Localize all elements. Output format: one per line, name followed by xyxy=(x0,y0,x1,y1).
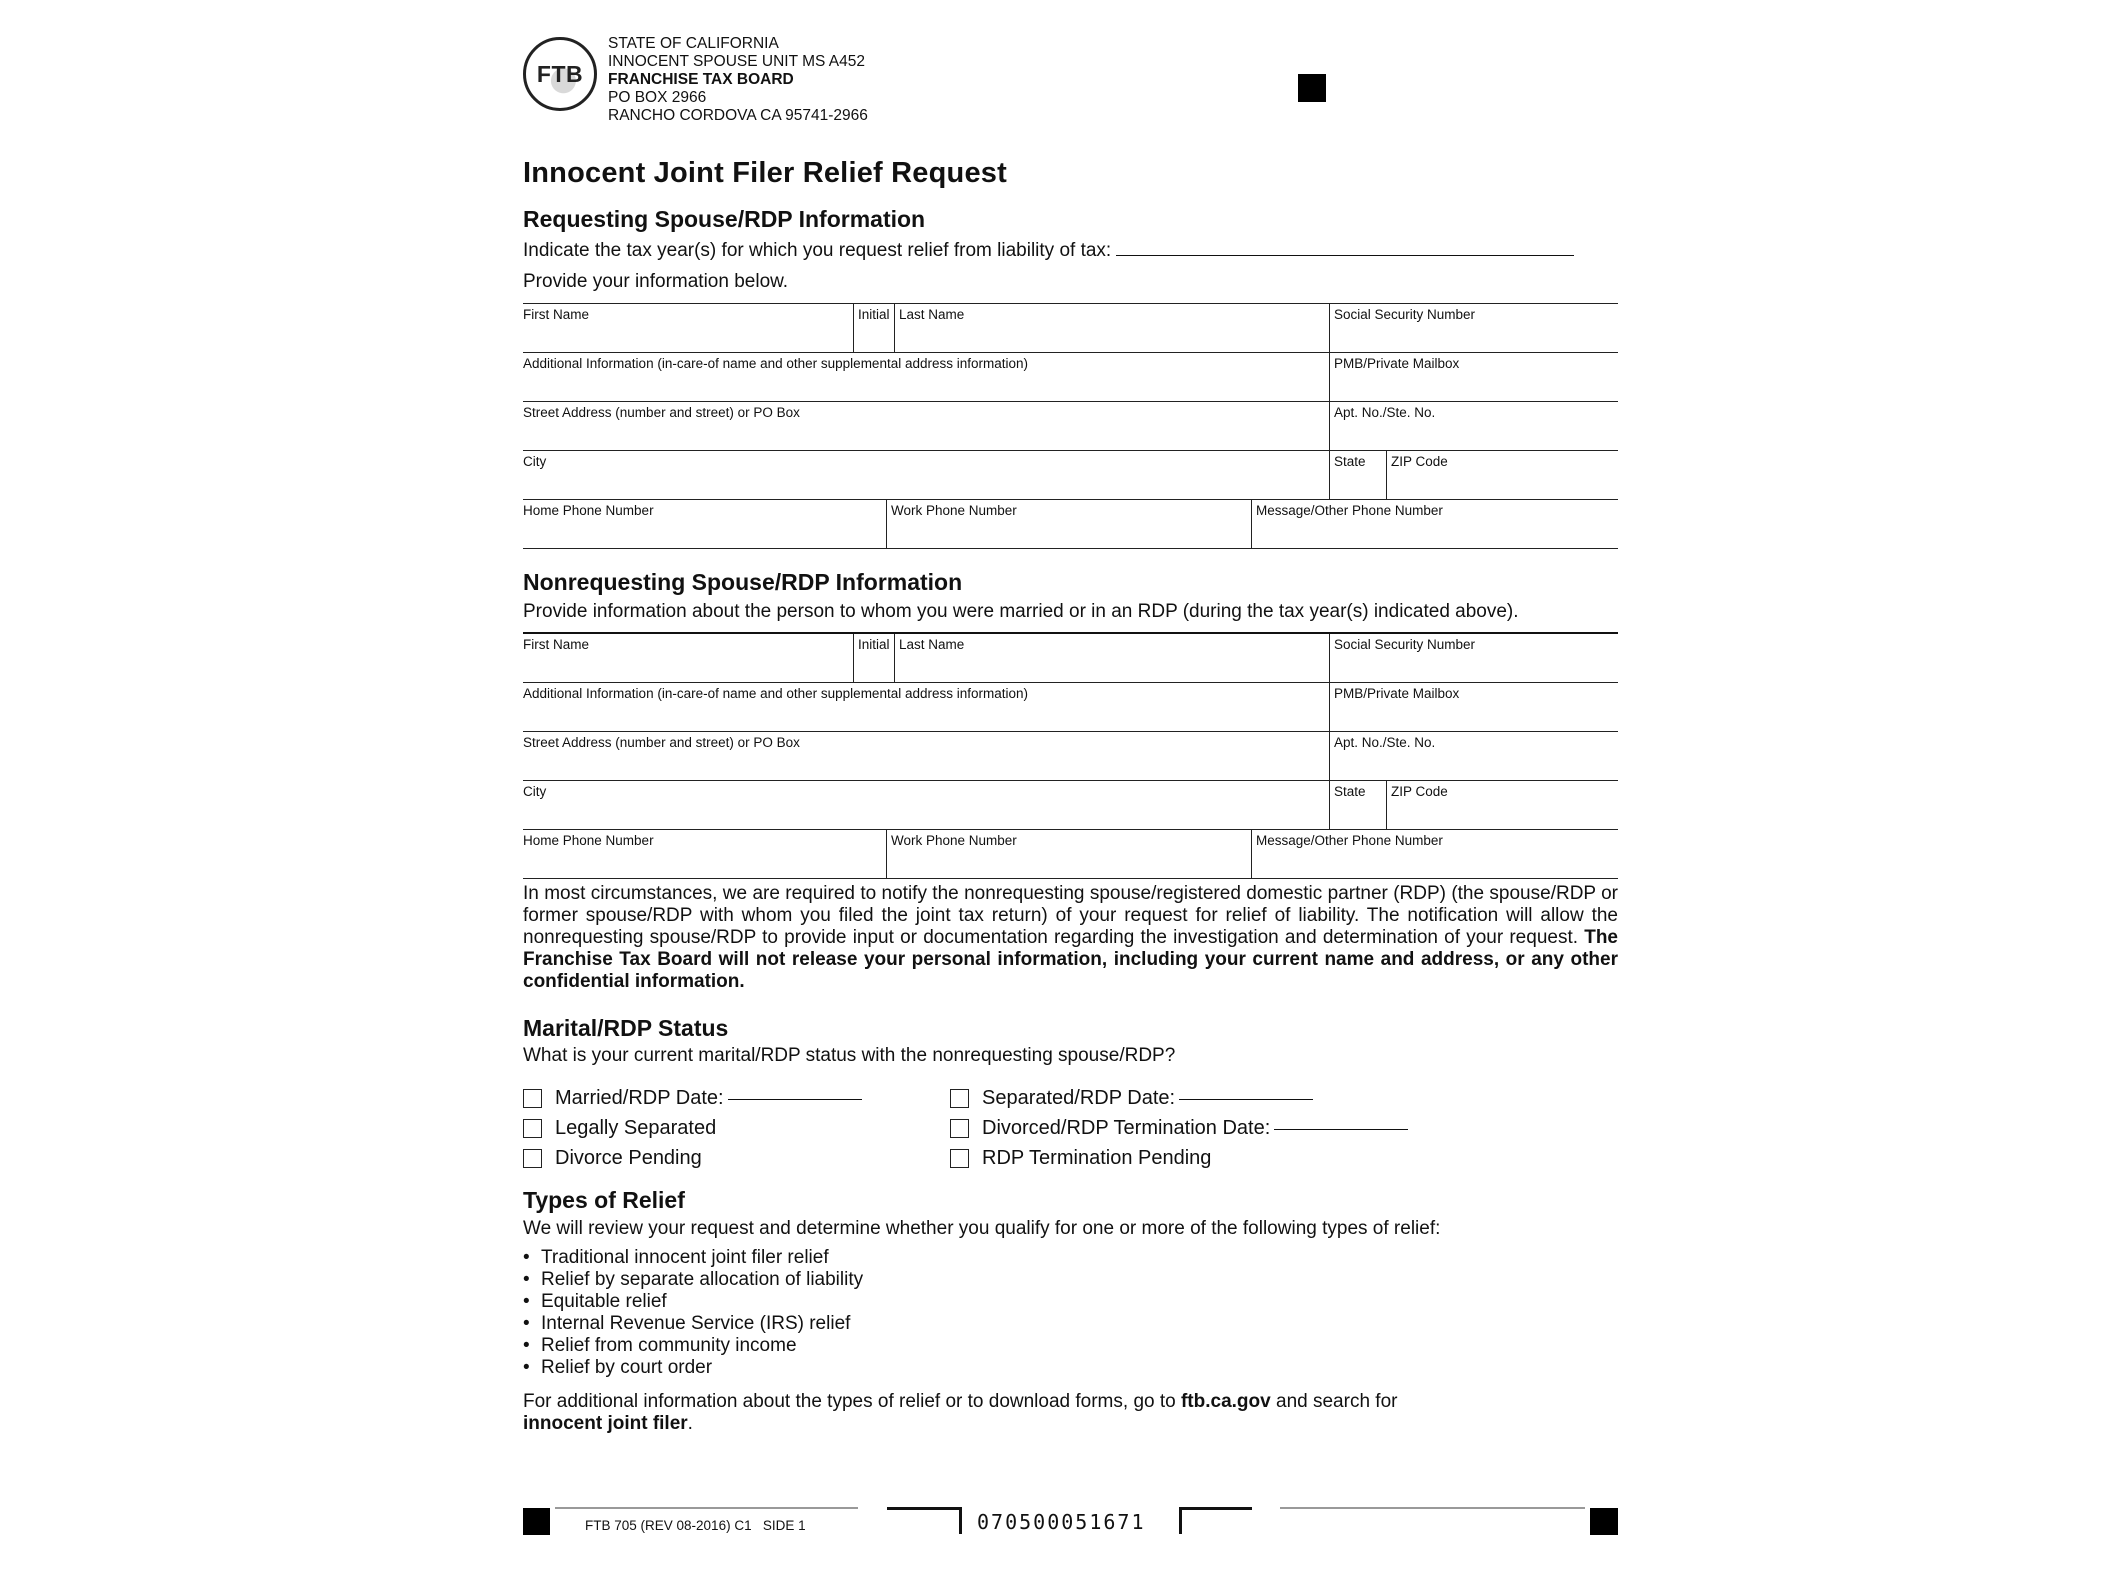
address-line: PO BOX 2966 xyxy=(608,89,707,106)
additional-info-row xyxy=(523,682,1618,731)
marital-heading: Marital/RDP Status xyxy=(523,1015,729,1041)
address-line: INNOCENT SPOUSE UNIT MS A452 xyxy=(608,53,865,70)
married-checkbox[interactable] xyxy=(523,1089,542,1108)
state-field[interactable] xyxy=(1329,781,1386,829)
mailing-address xyxy=(608,35,868,125)
search-term: innocent joint filer xyxy=(523,1413,688,1434)
initial-field[interactable] xyxy=(853,634,894,682)
list-item: • Equitable relief xyxy=(523,1291,667,1312)
provide-info-text: Provide your information below. xyxy=(523,271,789,292)
tax-year-prompt: Indicate the tax year(s) for which you request relief from liability of tax: xyxy=(523,240,1112,261)
field-label: ZIP Code xyxy=(1391,784,1448,799)
field-label: PMB/Private Mailbox xyxy=(1334,356,1460,371)
side-label: SIDE 1 xyxy=(762,1518,806,1533)
relief-list xyxy=(523,1247,863,1379)
option-label: Separated/RDP Date: xyxy=(982,1087,1176,1109)
option-label: Divorce Pending xyxy=(555,1147,702,1169)
divorced-option[interactable] xyxy=(950,1117,1408,1140)
field-label: PMB/Private Mailbox xyxy=(1334,686,1460,701)
requesting-heading: Requesting Spouse/RDP Information xyxy=(523,206,926,232)
option-label: RDP Termination Pending xyxy=(982,1147,1212,1169)
street-row xyxy=(523,401,1618,450)
zip-field[interactable] xyxy=(1386,781,1618,829)
married-option[interactable] xyxy=(523,1087,862,1110)
field-label: First Name xyxy=(523,637,590,652)
ftb-website-link[interactable]: ftb.ca.gov xyxy=(1180,1391,1271,1412)
form-number: FTB 705 (REV 08-2016) C1 xyxy=(585,1518,752,1533)
ssn-field[interactable] xyxy=(1329,634,1618,682)
list-item: • Relief by court order xyxy=(523,1357,713,1378)
street-field[interactable] xyxy=(523,732,1323,780)
field-label: Last Name xyxy=(899,637,965,652)
apt-field[interactable] xyxy=(1329,402,1618,450)
rdp-termination-pending-checkbox[interactable] xyxy=(950,1149,969,1168)
last-name-field[interactable] xyxy=(894,304,1329,352)
list-item: • Traditional innocent joint filer relief xyxy=(523,1247,829,1268)
initial-field[interactable] xyxy=(853,304,894,352)
city-row xyxy=(523,450,1618,499)
relief-heading: Types of Relief xyxy=(523,1187,685,1213)
city-field[interactable] xyxy=(523,781,1323,829)
legally-separated-option[interactable] xyxy=(523,1117,716,1140)
phone-row xyxy=(523,499,1618,549)
option-label: Married/RDP Date: xyxy=(555,1087,724,1109)
field-label: Initial xyxy=(858,307,890,322)
message-phone-field[interactable] xyxy=(1251,500,1618,548)
field-label: Initial xyxy=(858,637,890,652)
marital-question: What is your current marital/RDP status with the nonrequesting spouse/RDP? xyxy=(523,1045,1176,1066)
termination-date-input[interactable] xyxy=(1274,1128,1408,1130)
barcode-bracket-right xyxy=(1179,1507,1252,1534)
list-item: • Relief from community income xyxy=(523,1335,797,1356)
pmb-field[interactable] xyxy=(1329,353,1618,401)
field-label: Message/Other Phone Number xyxy=(1256,503,1443,518)
address-line: RANCHO CORDOVA CA 95741-2966 xyxy=(608,107,868,124)
home-phone-field[interactable] xyxy=(523,830,883,878)
divorced-checkbox[interactable] xyxy=(950,1119,969,1138)
field-label: Street Address (number and street) or PO Box xyxy=(523,735,800,750)
city-field[interactable] xyxy=(523,451,1323,499)
form-id xyxy=(585,1518,806,1533)
list-item: • Relief by separate allocation of liability xyxy=(523,1269,864,1290)
logo-text: FTB xyxy=(536,60,584,87)
field-label: Home Phone Number xyxy=(523,833,654,848)
work-phone-field[interactable] xyxy=(886,500,1249,548)
option-label: Legally Separated xyxy=(555,1117,717,1139)
separated-date-input[interactable] xyxy=(1179,1098,1313,1100)
notice-paragraph xyxy=(523,883,1618,993)
married-date-input[interactable] xyxy=(728,1098,862,1100)
field-label: First Name xyxy=(523,307,590,322)
footer-rule xyxy=(1280,1507,1585,1509)
additional-info-field[interactable] xyxy=(523,353,1323,401)
name-row xyxy=(523,632,1618,682)
legally-separated-checkbox[interactable] xyxy=(523,1119,542,1138)
divorce-pending-checkbox[interactable] xyxy=(523,1149,542,1168)
field-label: Home Phone Number xyxy=(523,503,654,518)
nonrequesting-heading: Nonrequesting Spouse/RDP Information xyxy=(523,569,963,595)
field-label: Social Security Number xyxy=(1334,637,1476,652)
field-label: State xyxy=(1334,784,1366,799)
phone-row xyxy=(523,829,1618,879)
street-row xyxy=(523,731,1618,780)
barcode-number: 070500051671 xyxy=(977,1510,1146,1534)
field-label: ZIP Code xyxy=(1391,454,1448,469)
notice-bold-text: The Franchise Tax Board will not release your personal information, including your current name and address, or any other confidential information. xyxy=(523,927,1618,992)
work-phone-field[interactable] xyxy=(886,830,1249,878)
footer-rule xyxy=(555,1507,858,1509)
city-row xyxy=(523,780,1618,829)
name-row xyxy=(523,303,1618,352)
registration-mark xyxy=(1298,74,1326,102)
nonrequesting-fields xyxy=(523,632,1618,879)
field-label: Apt. No./Ste. No. xyxy=(1334,405,1436,420)
more-info-mid: and search for xyxy=(1276,1391,1398,1412)
tax-year-input[interactable] xyxy=(1116,254,1574,256)
field-label: Social Security Number xyxy=(1334,307,1476,322)
message-phone-field[interactable] xyxy=(1251,830,1618,878)
registration-mark xyxy=(523,1508,550,1535)
field-label: Work Phone Number xyxy=(891,833,1017,848)
apt-field[interactable] xyxy=(1329,732,1618,780)
field-label: Additional Information (in-care-of name and other supplemental address information) xyxy=(523,356,1029,371)
field-label: Apt. No./Ste. No. xyxy=(1334,735,1436,750)
last-name-field[interactable] xyxy=(894,634,1329,682)
additional-info-field[interactable] xyxy=(523,683,1323,731)
first-name-field[interactable] xyxy=(523,634,853,682)
divorce-pending-option[interactable] xyxy=(523,1147,702,1170)
form-title: Innocent Joint Filer Relief Request xyxy=(523,157,1007,189)
field-label: State xyxy=(1334,454,1366,469)
field-label: Work Phone Number xyxy=(891,503,1017,518)
field-label: City xyxy=(523,784,547,799)
more-info-end: . xyxy=(687,1413,693,1434)
field-label: Street Address (number and street) or PO Box xyxy=(523,405,800,420)
zip-field[interactable] xyxy=(1386,451,1618,499)
field-label: Additional Information (in-care-of name and other supplemental address information) xyxy=(523,686,1029,701)
separated-option[interactable] xyxy=(950,1087,1313,1110)
option-label: Divorced/RDP Termination Date: xyxy=(982,1117,1271,1139)
home-phone-field[interactable] xyxy=(523,500,883,548)
rdp-termination-pending-option[interactable] xyxy=(950,1147,1211,1170)
address-line: STATE OF CALIFORNIA xyxy=(608,35,779,52)
field-label: City xyxy=(523,454,547,469)
list-item: • Internal Revenue Service (IRS) relief xyxy=(523,1313,851,1334)
nonrequesting-provide-text: Provide information about the person to whom you were married or in an RDP (during the tax year(s) indicated above). xyxy=(523,601,1519,622)
ftb-logo xyxy=(523,37,597,111)
first-name-field[interactable] xyxy=(523,304,853,352)
more-info-text xyxy=(523,1391,1397,1435)
tax-year-line xyxy=(523,240,1574,262)
registration-mark xyxy=(1590,1508,1618,1535)
relief-intro: We will review your request and determine whether you qualify for one or more of the following types of relief: xyxy=(523,1218,1441,1239)
separated-checkbox[interactable] xyxy=(950,1089,969,1108)
pmb-field[interactable] xyxy=(1329,683,1618,731)
more-info-prefix: For additional information about the types of relief or to download forms, go to xyxy=(523,1391,1176,1412)
state-field[interactable] xyxy=(1329,451,1386,499)
barcode-bracket-left xyxy=(887,1507,962,1534)
street-field[interactable] xyxy=(523,402,1323,450)
requesting-fields xyxy=(523,303,1618,549)
address-line: FRANCHISE TAX BOARD xyxy=(608,71,794,88)
additional-info-row xyxy=(523,352,1618,401)
field-label: Last Name xyxy=(899,307,965,322)
ssn-field[interactable] xyxy=(1329,304,1618,352)
notice-text: In most circumstances, we are required to notify the nonrequesting spouse/registered domestic partner (RDP) (the spouse/RDP or former spouse/RDP with whom you filed the joint tax return) of your request for relief of liability. The notification will allow the nonrequesting spouse/RDP to provide input or documentation regarding the investigation and determination of your request. xyxy=(523,883,1618,948)
field-label: Message/Other Phone Number xyxy=(1256,833,1443,848)
